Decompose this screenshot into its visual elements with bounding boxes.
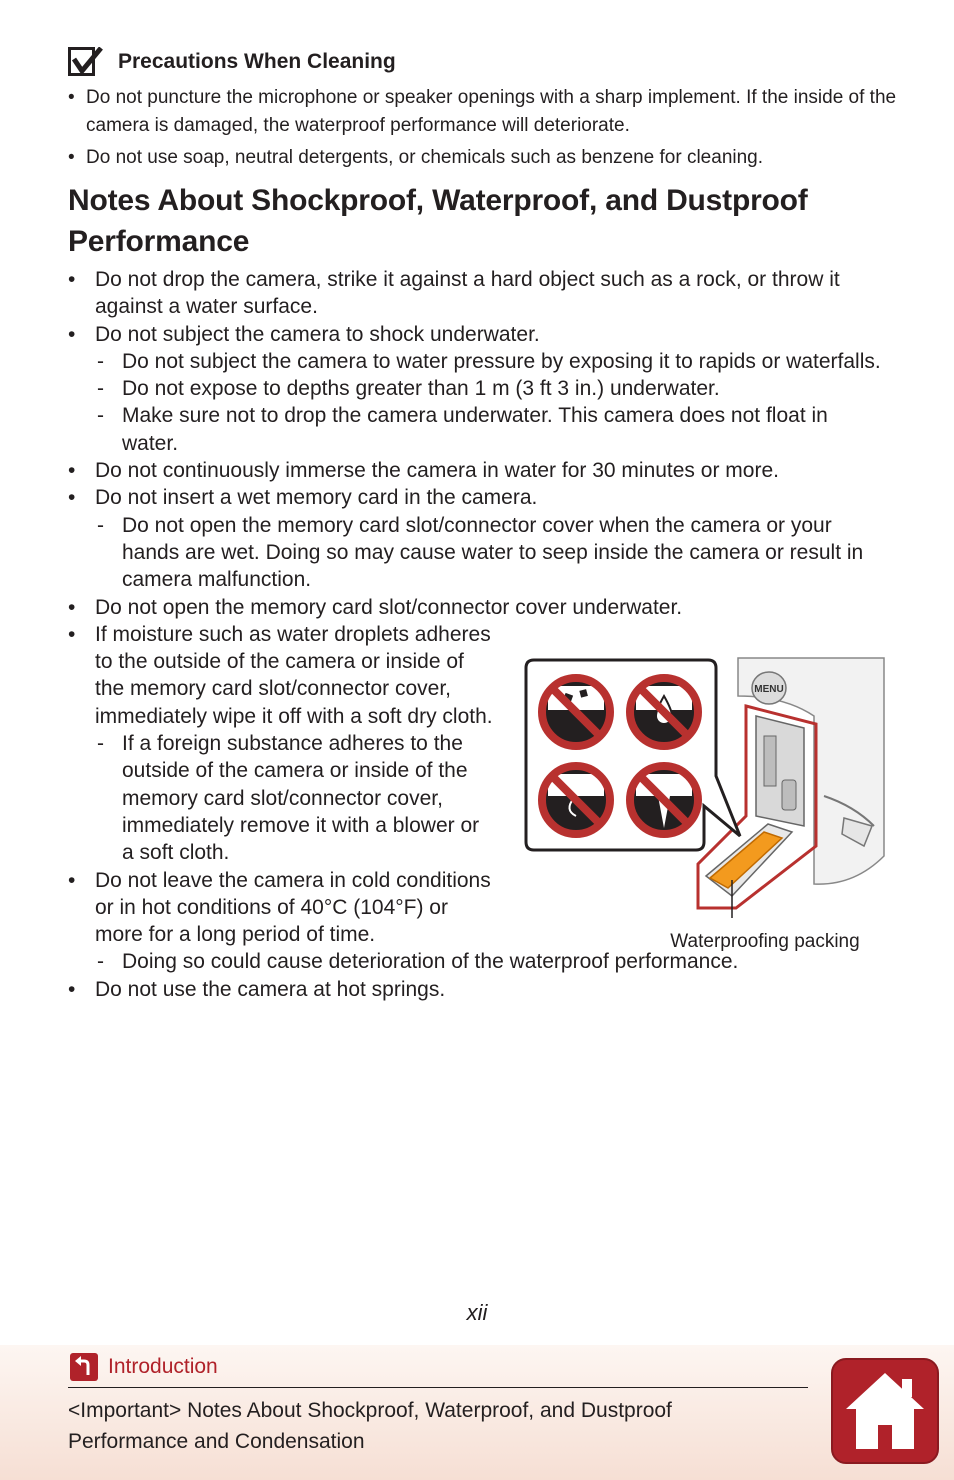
list-item-text: Do not subject the camera to shock underwater. xyxy=(95,322,540,346)
list-item-text: • Do not leave the camera in cold conditions or in hot conditions of 40°C (104°F) or more for a long period of time. xyxy=(95,868,491,947)
list-item-text: Do not open the memory card slot/connector cover underwater. xyxy=(95,595,683,619)
sub-list-item: - Do not subject the camera to water pressure by exposing it to rapids or waterfalls. xyxy=(95,348,888,375)
sub-list-item: - Do not open the memory card slot/connector cover when the camera or your hands are wet. Doing so may cause water to seep inside the camera or result in camera malfunction. xyxy=(95,512,888,594)
no-water-drop-icon xyxy=(630,678,698,746)
introduction-link-label: Introduction xyxy=(108,1355,218,1378)
caution-list xyxy=(68,84,898,172)
list-item xyxy=(68,976,888,1003)
list-item xyxy=(68,457,888,484)
introduction-link[interactable] xyxy=(70,1353,218,1381)
footer xyxy=(0,1345,954,1480)
caution-title: Precautions When Cleaning xyxy=(118,50,396,73)
caution-check-icon xyxy=(68,47,104,77)
no-dust-icon xyxy=(630,766,698,834)
footer-divider xyxy=(68,1387,808,1388)
back-arrow-icon xyxy=(70,1353,98,1381)
sub-list-item: - Doing so could cause deterioration of the waterproof performance. xyxy=(95,948,888,975)
caution-item: • Do not use soap, neutral detergents, or chemicals such as benzene for cleaning. xyxy=(68,144,898,172)
no-hair-icon xyxy=(542,766,610,834)
sub-list xyxy=(95,730,495,866)
page-number: xii xyxy=(466,1300,488,1325)
figure-caption: Waterproofing packing xyxy=(670,931,860,952)
list-item xyxy=(68,266,888,321)
sub-list-item: - If a foreign substance adheres to the outside of the camera or inside of the memory card slot/connector cover, immediately remove it with a blower or a soft cloth. xyxy=(95,730,495,866)
caution-section xyxy=(68,46,898,176)
list-item xyxy=(68,594,888,621)
home-button[interactable] xyxy=(830,1357,940,1465)
sub-list-item: - Make sure not to drop the camera underwater. This camera does not float in water. xyxy=(95,402,888,457)
sub-list xyxy=(95,348,888,457)
sub-list-item: - Do not expose to depths greater than 1 m (3 ft 3 in.) underwater. xyxy=(95,375,888,402)
sub-list xyxy=(95,512,888,594)
list-item xyxy=(68,621,495,867)
menu-button-icon xyxy=(752,672,786,704)
caution-item: • Do not puncture the microphone or speaker openings with a sharp implement. If the inside of the camera is damaged, the waterproof performance will deteriorate. xyxy=(68,84,898,140)
list-item xyxy=(68,484,888,593)
list-item-text: Do not drop the camera, strike it against a hard object such as a rock, or throw it against a water surface. xyxy=(95,268,840,319)
footer-breadcrumb: <Important> Notes About Shockproof, Waterproof, and Dustproof Performance and Condensation xyxy=(68,1399,672,1453)
list-item xyxy=(68,321,888,457)
list-item-text: Do not insert a wet memory card in the camera. xyxy=(95,486,538,510)
list-item-text: If moisture such as water droplets adheres to the outside of the camera or inside of the memory card slot/connector cover, immediately wipe it off with a soft dry cloth. xyxy=(95,622,493,728)
list-item-text: Do not use the camera at hot springs. xyxy=(95,977,446,1001)
no-sand-icon xyxy=(542,678,610,746)
caution-header xyxy=(68,46,898,78)
waterproof-illustration xyxy=(524,656,888,921)
list-item-text: Do not continuously immerse the camera in water for 30 minutes or more. xyxy=(95,459,779,483)
section-title: Notes About Shockproof, Waterproof, and Dustproof Performance xyxy=(68,184,808,258)
menu-label: MENU xyxy=(754,684,784,695)
